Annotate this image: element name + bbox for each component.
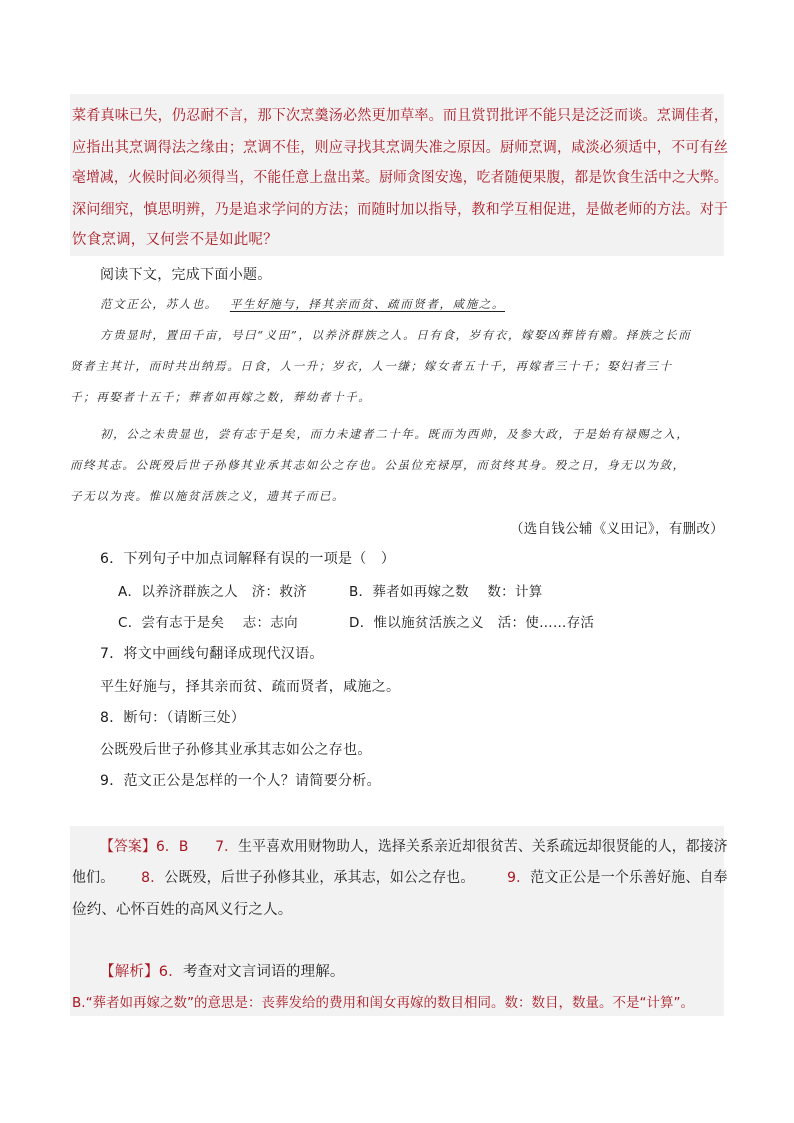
answer-label: 【答案】6．B — [100, 839, 189, 855]
question-6-option-d: D．惟以施贫活族之义 活：使……存活 — [349, 615, 595, 631]
passage-line-4: 深问细究，慎思明辨，乃是追求学问的方法；而随时加以指导，教和学互相促进，是做老师的方法。对于 — [72, 202, 729, 218]
answer-line-3: 俭约、心怀百姓的高风义行之人。 — [72, 902, 293, 918]
answer-7-number: 7． — [215, 839, 239, 855]
answer-9-number: 9． — [507, 870, 531, 886]
analysis-explanation: “葬者如再嫁之数”的意思是：丧葬发给的费用和闺女再嫁的数目相同。数：数目，数量。不是“计算”。 — [85, 995, 695, 1011]
passage-line-3: 毫增减，火候时间必须得当，不能任意上盘出菜。厨师贪图安逸，吃者随便果腹，都是饮食生活中之大弊。 — [72, 170, 728, 186]
question-6-option-a: A．以养济群族之人 济：救济 — [118, 584, 307, 600]
analysis-option-b: B. — [72, 995, 86, 1011]
answer-line-2 — [72, 866, 728, 887]
passage-line-2: 应指出其烹调得法之缘由；烹调不佳，则应寻找其烹调失准之原因。厨师烹调，咸淡必须适中，不可有丝 — [72, 140, 729, 156]
answer-9-text: 范文正公是一个乐善好施、自奉 — [530, 870, 728, 886]
answer-line-1 — [100, 835, 728, 856]
analysis-line-2 — [72, 991, 694, 1011]
answer-7-text: 生平喜欢用财物助人，选择关系亲近却很贫苦、关系疏远却很贤能的人，都接济 — [238, 839, 728, 855]
analysis-label: 【解析】6． — [100, 964, 183, 980]
reading-instruction: 阅读下文，完成下面小题。 — [100, 267, 272, 283]
question-8: 8．断句：（请断三处） — [100, 710, 246, 726]
question-7-sentence: 平生好施与，择其亲而贫、疏而贤者，咸施之。 — [100, 679, 401, 695]
underlined-sentence: 平生好施与，择其亲而贫、疏而贤者，咸施之。 — [229, 297, 506, 311]
classical-p2-line-2: 贤者主其计，而时共出纳焉。日食，人一升；岁衣，人一缣；嫁女者五十千，再嫁者三十千；娶妇者三十 — [70, 359, 673, 373]
answer-box — [70, 826, 728, 1016]
question-6: 6．下列句子中加点词解释有误的一项是（ ） — [100, 551, 396, 567]
passage-line-1: 菜肴真味已失，仍忍耐不言，那下次烹羹汤必然更加草率。而且赏罚批评不能只是泛泛而谈。烹调佳者， — [72, 108, 729, 124]
question-7: 7．将文中画线句翻译成现代汉语。 — [100, 646, 324, 662]
source-citation: （选自钱公辅《义田记》，有删改） — [509, 521, 724, 537]
classical-line-1 — [100, 296, 505, 312]
classical-p3-line-1: 初，公之未贵显也，尝有志于是矣，而力未逮者二十年。既而为西帅，及参大政，于是始有禄赐之入， — [100, 427, 690, 441]
answer-8-number: 8． — [141, 870, 165, 886]
top-passage-box — [70, 94, 729, 256]
analysis-line-1 — [100, 960, 345, 981]
answer-8-text: 公既殁，后世子孙修其业，承其志，如公之存也。 — [164, 870, 475, 886]
classical-p2-line-1: 方贵显时，置田千亩，号曰“义田”，以养济群族之人。日有食，岁有衣，嫁娶凶葬皆有赡。择族之长而 — [100, 328, 692, 342]
classical-intro: 范文正公，苏人也。 — [100, 297, 218, 311]
question-6-option-c: C．尝有志于是矣 志：志向 — [118, 615, 298, 631]
classical-p3-line-2: 而终其志。公既殁后世子孙修其业承其志如公之存也。公虽位充禄厚，而贫终其身。殁之日，身无以为敛， — [70, 458, 686, 472]
answer-7-continued: 他们。 — [72, 870, 115, 886]
classical-p2-line-3: 千；再娶者十五千；葬者如再嫁之数，葬幼者十千。 — [70, 390, 372, 404]
question-9: 9．范文正公是怎样的一个人？请简要分析。 — [100, 773, 381, 789]
classical-p3-line-3: 子无以为丧。惟以施贫活族之义，遗其子而已。 — [70, 489, 346, 503]
question-6-option-b: B．葬者如再嫁之数 数：计算 — [349, 584, 543, 600]
passage-line-5: 饮食烹调，又何尝不是如此呢？ — [72, 232, 278, 248]
question-8-sentence: 公既殁后世子孙修其业承其志如公之存也。 — [100, 742, 372, 758]
analysis-intro: 考查对文言词语的理解。 — [182, 964, 345, 980]
